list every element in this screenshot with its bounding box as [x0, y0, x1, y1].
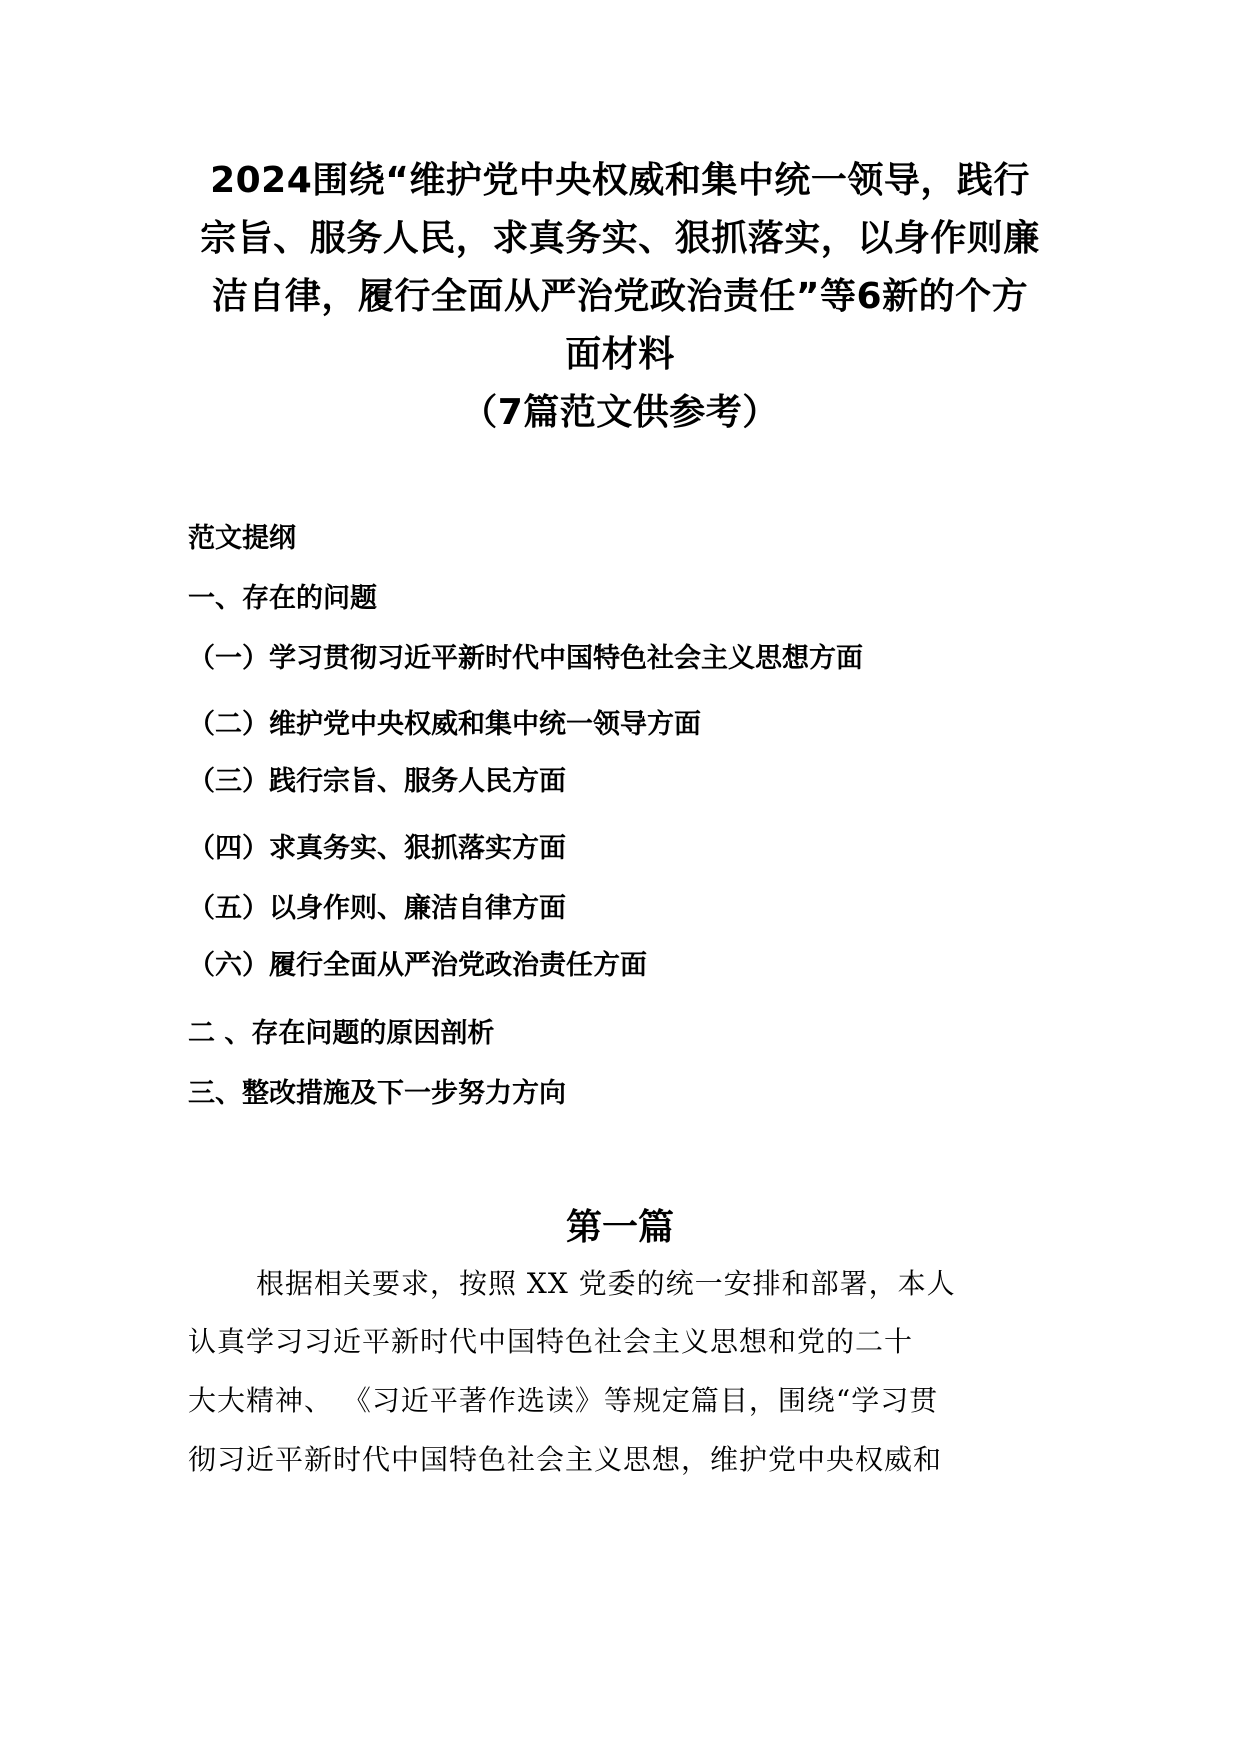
outline-item: （四）求真务实、狠抓落实方面 — [188, 833, 566, 864]
title-line-3: 洁自律，履行全面从严治党政治责任”等6新的个方 — [211, 276, 1029, 317]
outline-item: （二）维护党中央权威和集中统一领导方面 — [188, 709, 701, 740]
body-line-3: 大大精神、 《习近平著作选读》等规定篇目，围绕“学习贯 — [188, 1384, 939, 1417]
outline-item: 二 、存在问题的原因剖析 — [188, 1018, 495, 1049]
outline-heading: 范文提纲 — [188, 523, 296, 554]
chapter-title: 第一篇 — [565, 1207, 674, 1248]
title-line-1: 2024围绕“维护党中央权威和集中统一领导，践行 — [210, 160, 1030, 201]
title-line-4: 面材料 — [565, 334, 675, 375]
outline-item: （一）学习贯彻习近平新时代中国特色社会主义思想方面 — [188, 643, 863, 674]
outline-item: 三、整改措施及下一步努力方向 — [188, 1078, 566, 1109]
outline-item: （六）履行全面从严治党政治责任方面 — [188, 950, 647, 981]
outline-item: （三）践行宗旨、服务人民方面 — [188, 766, 566, 797]
title-line-2: 宗旨、服务人民，求真务实、狠抓落实，以身作则廉 — [200, 218, 1040, 259]
body-line-2: 认真学习习近平新时代中国特色社会主义思想和党的二十 — [188, 1325, 914, 1358]
title-line-5: （7篇范文供参考） — [461, 392, 779, 433]
document-title — [178, 152, 1062, 442]
body-line-1: 根据相关要求，按照 XX 党委的统一安排和部署，本人 — [256, 1267, 956, 1300]
body-line-4: 彻习近平新时代中国特色社会主义思想，维护党中央权威和 — [188, 1443, 943, 1476]
outline-item: 一、存在的问题 — [188, 583, 377, 614]
outline-item: （五）以身作则、廉洁自律方面 — [188, 893, 566, 924]
